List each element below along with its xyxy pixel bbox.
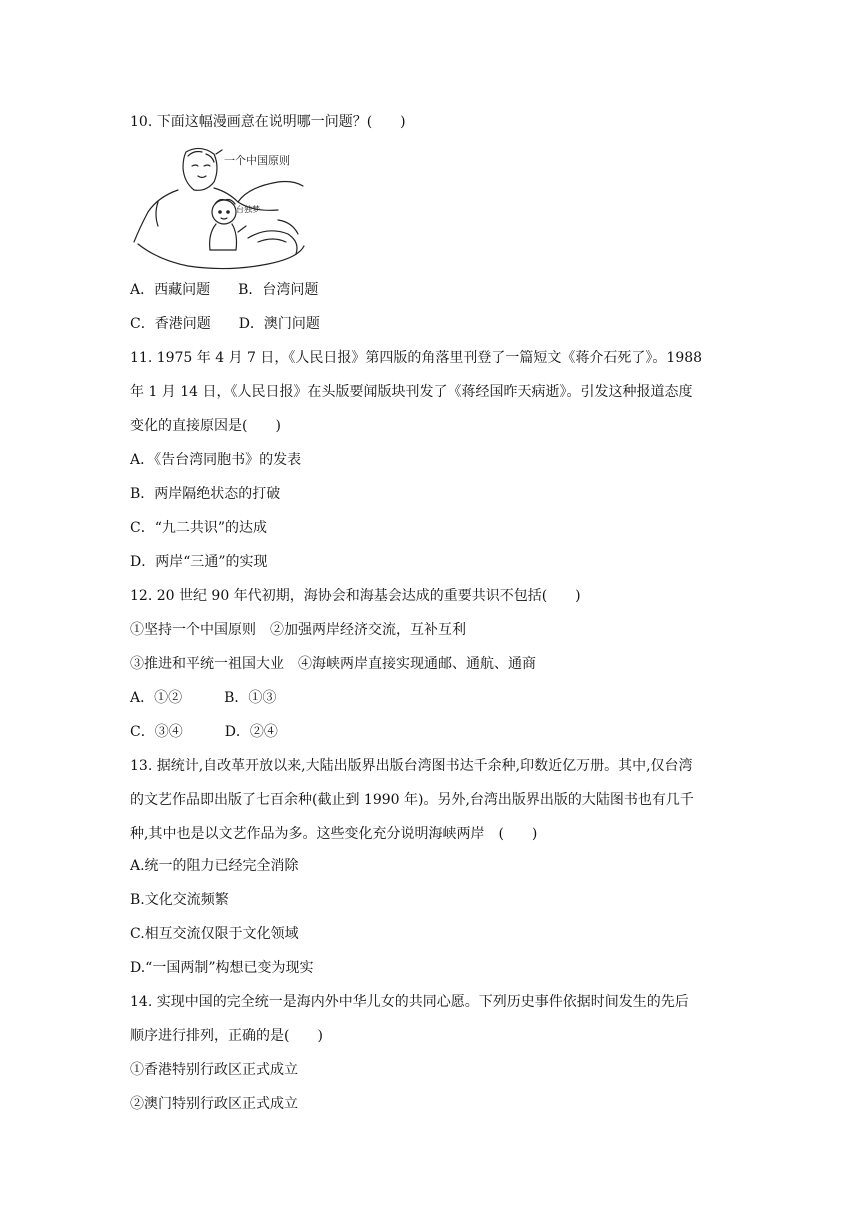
q11-option-a: A．《告台湾同胞书》的发表 (130, 452, 302, 468)
q12-stem: 12. 20 世纪 90 年代初期，海协会和海基会达成的重要共识不包括( ) (130, 588, 581, 604)
q10-options-row2: C．香港问题 D．澳门问题 (130, 316, 320, 332)
q12-items-line1: ①坚持一个中国原则 ②加强两岸经济交流，互补互利 (130, 622, 466, 638)
q13-option-a: A.统一的阻力已经完全消除 (130, 858, 299, 874)
q12-options-row1: A．①② B．①③ (130, 690, 277, 706)
q14-item-2: ②澳门特别行政区正式成立 (130, 1096, 298, 1112)
q11-stem-line3: 变化的直接原因是( ) (130, 418, 281, 434)
q14-item-1: ①香港特别行政区正式成立 (130, 1062, 298, 1078)
q13-option-d: D.“一国两制”构想已变为现实 (130, 960, 314, 976)
cartoon-label-small: 台独梦 (236, 205, 260, 214)
q13-option-b: B.文化交流频繁 (130, 892, 229, 908)
q11-option-c: C．“九二共识”的达成 (130, 520, 268, 536)
q14-stem-line2: 顺序进行排列，正确的是( ) (130, 1028, 323, 1044)
cartoon-label-big: 一个中国原则 (224, 154, 290, 167)
q13-option-c: C.相互交流仅限于文化领域 (130, 926, 299, 942)
q13-stem-line1: 13. 据统计,自改革开放以来,大陆出版界出版台湾图书达千余种,印数近亿万册。其中,仅台湾 (130, 758, 693, 774)
q12-options-row2: C．③④ D．②④ (130, 724, 278, 740)
cartoon-image (128, 142, 308, 274)
q12-items-line2: ③推进和平统一祖国大业 ④海峡两岸直接实现通邮、通航、通商 (130, 656, 536, 672)
q11-stem-line1: 11. 1975 年 4 月 7 日，《人民日报》第四版的角落里刊登了一篇短文《蒋介石死了》。1988 (130, 350, 703, 366)
q11-stem-line2: 年 1 月 14 日，《人民日报》在头版要闻版块刊发了《蒋经国昨天病逝》。引发这种报道态度 (130, 384, 693, 400)
q10-stem: 10. 下面这幅漫画意在说明哪一问题？( ) (130, 114, 406, 130)
q13-stem-line3: 种,其中也是以文艺作品为多。这些变化充分说明海峡两岸 ( ) (130, 826, 538, 842)
q11-option-d: D．两岸“三通”的实现 (130, 554, 268, 570)
q14-stem-line1: 14. 实现中国的完全统一是海内外中华儿女的共同心愿。下列历史事件依据时间发生的先后 (130, 994, 689, 1010)
q10-options-row1: A．西藏问题 B．台湾问题 (130, 282, 319, 298)
q11-option-b: B．两岸隔绝状态的打破 (130, 486, 281, 502)
q13-stem-line2: 的文艺作品即出版了七百余种(截止到 1990 年)。另外,台湾出版界出版的大陆图书也有几千 (130, 792, 694, 808)
